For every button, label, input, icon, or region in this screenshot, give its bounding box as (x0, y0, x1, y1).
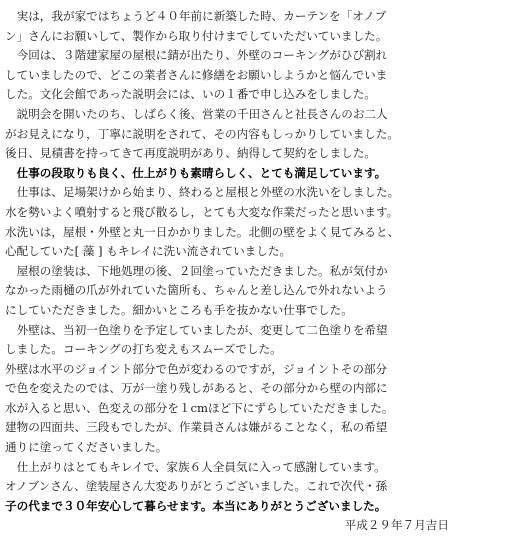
letter-line-24: 仕上がりはとてもキレイで、家族６人全員気に入って感謝しています。 (5, 459, 386, 474)
letter-line-18: しました。コーキングの打ち変えもスムーズでした。 (5, 342, 282, 357)
letter-line-3: 今回は、３階建家屋の屋根に錆が出たり、外壁のコーキングがひび割れ (5, 48, 388, 63)
letter-line-1: 実は，我が家ではちょうど４０年前に新築した時、カーテンを「オノブ (5, 9, 387, 23)
letter-line-20: で色を変えたのでは、万が一塗り残しがあると、その部分から壁の内部に (5, 381, 388, 396)
letter-line-7: がお見えになり，丁寧に説明をされて、その内容もしっかりしていました。 (5, 126, 399, 141)
letter-line-21: 水が入ると思い、色変えの部分を１cmほど下にずらしていただきました。 (5, 400, 394, 415)
letter-line-22: 建物の四面共、三段もでしたが、作業員さんは嫌がることなく，私の希望 (5, 420, 388, 435)
letter-line-6: 説明会を開いたのち、しばらく後、営業の千田さんと社長さんのお二人 (5, 106, 388, 121)
letter-line-26-highlight: 子の代まで３０年安心して暮らせます。本当にありがとうございました。 (5, 498, 387, 513)
letter-line-19: 外壁は水平のジョイント部分で色が変わるのですが，ジョイントその部分 (5, 361, 388, 376)
testimonial-letter (5, 7, 515, 536)
letter-line-23: 通りに塗ってくださいました。 (5, 440, 168, 455)
letter-line-10: 仕事は、足場架けから始まり、終わると屋根と外壁の水洗いをしました。 (5, 185, 400, 200)
letter-date: 平成２９年７月吉日 (344, 518, 449, 533)
letter-line-25: オノブンさん、塗装屋さん大変ありがとうございました。これで次代・孫 (5, 479, 388, 494)
letter-line-5: した。文化会館であった説明会には、いの１番で申し込みをしました。 (5, 87, 376, 102)
letter-line-13: 心配していた[ 藻 ] もキレイに洗い流されていました。 (5, 244, 292, 259)
letter-line-11: 水を勢いよく噴射すると飛び散るし，とても大変な作業だったと思います。 (5, 204, 399, 219)
letter-line-2: ン」さんにお願いして、製作から取り付けまでしていただいていました。 (5, 28, 388, 43)
letter-line-15: なかった雨樋の爪が外れていた箇所も、ちゃんと差し込んで外れないよう (5, 283, 388, 298)
letter-line-9-highlight: 仕事の段取りも良く、仕上がりも素晴らしく、とても満足しています。 (5, 165, 387, 180)
letter-line-4: していましたので、どこの業者さんに修繕をお願いしようかと悩んでいま (5, 67, 388, 82)
letter-line-17: 外壁は、当初一色塗りを予定していましたが、変更して二色塗りを希望 (5, 322, 388, 337)
letter-line-14: 屋根の塗装は、下地処理の後、２回塗っていただきました。私が気付か (5, 263, 388, 278)
letter-line-12: 水洗いは，屋根・外壁と丸一日かかりました。北側の壁をよく見てみると、 (5, 224, 400, 239)
letter-line-16: にしていただきました。細かいところも手を抜かない仕事でした。 (5, 302, 353, 317)
letter-line-8: 後日、見積書を持ってきて再度説明があり、納得して契約をしました。 (5, 146, 377, 161)
